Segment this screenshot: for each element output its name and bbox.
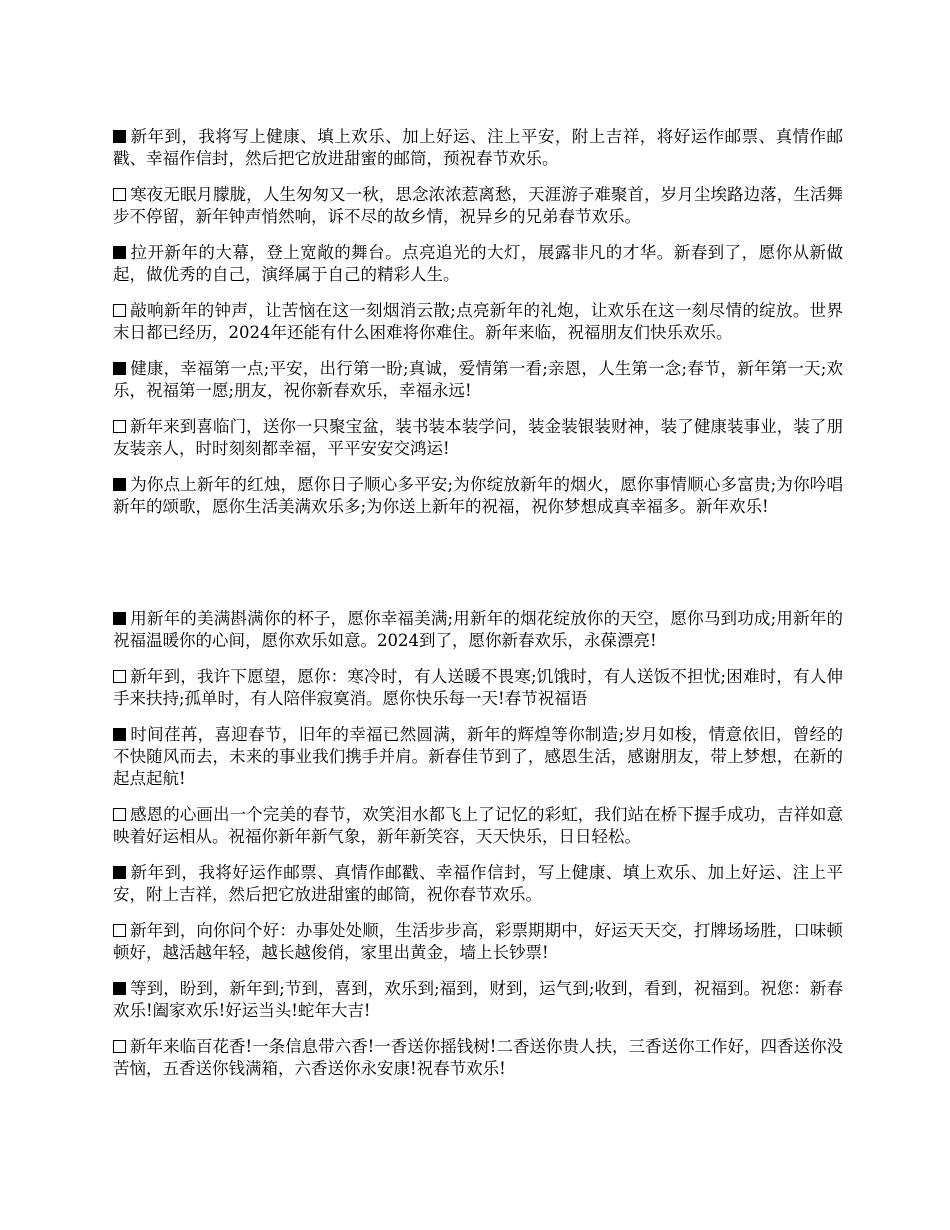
- greeting-paragraph: [113, 724, 843, 790]
- filled-square-bullet-icon: [113, 478, 126, 491]
- greeting-text: 新年到，我将写上健康、填上欢乐、加上好运、注上平安，附上吉祥，将好运作邮票、真情作邮戳、幸福作信封，然后把它放进甜蜜的邮筒，预祝春节欢乐。: [113, 127, 843, 168]
- greeting-text: 感恩的心画出一个完美的春节，欢笑泪水都飞上了记忆的彩虹，我们站在桥下握手成功，吉祥如意映着好运相从。祝福你新年新气象，新年新笑容，天天快乐，日日轻松。: [113, 805, 843, 846]
- filled-square-bullet-icon: [113, 130, 126, 143]
- greeting-paragraph: [113, 126, 843, 170]
- filled-square-bullet-icon: [113, 728, 126, 741]
- greeting-paragraph: [113, 300, 843, 344]
- hollow-square-bullet-icon: [113, 924, 126, 937]
- hollow-square-bullet-icon: [113, 808, 126, 821]
- hollow-square-bullet-icon: [113, 1040, 126, 1053]
- hollow-square-bullet-icon: [113, 670, 126, 683]
- filled-square-bullet-icon: [113, 866, 126, 879]
- greetings-section-2: [113, 608, 843, 1094]
- greeting-paragraph: [113, 920, 843, 964]
- filled-square-bullet-icon: [113, 362, 126, 375]
- greeting-text: 用新年的美满斟满你的杯子，愿你幸福美满;用新年的烟花绽放你的天空，愿你马到功成;用新年的祝福温暖你的心间，愿你欢乐如意。2024到了，愿你新春欢乐，永葆漂亮!: [113, 609, 843, 650]
- greeting-paragraph: [113, 666, 843, 710]
- greeting-paragraph: [113, 474, 843, 518]
- hollow-square-bullet-icon: [113, 420, 126, 433]
- greeting-text: 为你点上新年的红烛，愿你日子顺心多平安;为你绽放新年的烟火，愿你事情顺心多富贵;为你吟唱新年的颂歌，愿你生活美满欢乐多;为你送上新年的祝福，祝你梦想成真幸福多。新年欢乐!: [113, 475, 843, 516]
- greeting-paragraph: [113, 608, 843, 652]
- greeting-text: 新年到，我将好运作邮票、真情作邮戳、幸福作信封，写上健康、填上欢乐、加上好运、注上平安，附上吉祥，然后把它放进甜蜜的邮筒，祝你春节欢乐。: [113, 863, 843, 904]
- greeting-paragraph: [113, 416, 843, 460]
- greeting-text: 等到，盼到，新年到;节到，喜到，欢乐到;福到，财到，运气到;收到，看到，祝福到。祝您：新春欢乐!阖家欢乐!好运当头!蛇年大吉!: [113, 979, 843, 1020]
- greeting-text: 时间荏苒，喜迎春节，旧年的幸福已然圆满，新年的辉煌等你制造;岁月如梭，情意依旧，曾经的不快随风而去，未来的事业我们携手并肩。新春佳节到了，感恩生活，感谢朋友，带上梦想，在新的起点起航!: [113, 725, 843, 788]
- greeting-paragraph: [113, 862, 843, 906]
- greeting-text: 寒夜无眠月朦胧，人生匆匆又一秋，思念浓浓惹离愁，天涯游子难聚首，岁月尘埃路边落，生活舞步不停留，新年钟声悄然响，诉不尽的故乡情，祝异乡的兄弟春节欢乐。: [113, 185, 843, 226]
- filled-square-bullet-icon: [113, 612, 126, 625]
- greeting-text: 敲响新年的钟声，让苦恼在这一刻烟消云散;点亮新年的礼炮，让欢乐在这一刻尽情的绽放。世界末日都已经历，2024年还能有什么困难将你难住。新年来临，祝福朋友们快乐欢乐。: [113, 301, 843, 342]
- greetings-section-1: [113, 126, 843, 532]
- greeting-paragraph: [113, 242, 843, 286]
- greeting-text: 拉开新年的大幕，登上宽敞的舞台。点亮追光的大灯，展露非凡的才华。新春到了，愿你从新做起，做优秀的自己，演绎属于自己的精彩人生。: [113, 243, 843, 284]
- filled-square-bullet-icon: [113, 246, 126, 259]
- greeting-paragraph: [113, 358, 843, 402]
- greeting-text: 新年来临百花香!一条信息带六香!一香送你摇钱树!二香送你贵人扶，三香送你工作好，四香送你没苦恼，五香送你钱满箱，六香送你永安康!祝春节欢乐!: [113, 1037, 843, 1078]
- greeting-text: 新年到，向你问个好：办事处处顺，生活步步高，彩票期期中，好运天天交，打牌场场胜，口味顿顿好，越活越年轻，越长越俊俏，家里出黄金，墙上长钞票!: [113, 921, 843, 962]
- greeting-text: 健康，幸福第一点;平安，出行第一盼;真诚，爱情第一看;亲恩，人生第一念;春节，新年第一天;欢乐，祝福第一愿;朋友，祝你新春欢乐，幸福永远!: [113, 359, 843, 400]
- greeting-text: 新年到，我许下愿望，愿你：寒冷时，有人送暖不畏寒;饥饿时，有人送饭不担忧;困难时，有人伸手来扶持;孤单时，有人陪伴寂寞消。愿你快乐每一天!春节祝福语: [113, 667, 843, 708]
- greeting-paragraph: [113, 1036, 843, 1080]
- greeting-text: 新年来到喜临门，送你一只聚宝盆，装书装本装学问，装金装银装财神，装了健康装事业，装了朋友装亲人，时时刻刻都幸福，平平安安交鸿运!: [113, 417, 843, 458]
- greeting-paragraph: [113, 978, 843, 1022]
- filled-square-bullet-icon: [113, 982, 126, 995]
- greeting-paragraph: [113, 804, 843, 848]
- hollow-square-bullet-icon: [113, 188, 126, 201]
- greeting-paragraph: [113, 184, 843, 228]
- hollow-square-bullet-icon: [113, 304, 126, 317]
